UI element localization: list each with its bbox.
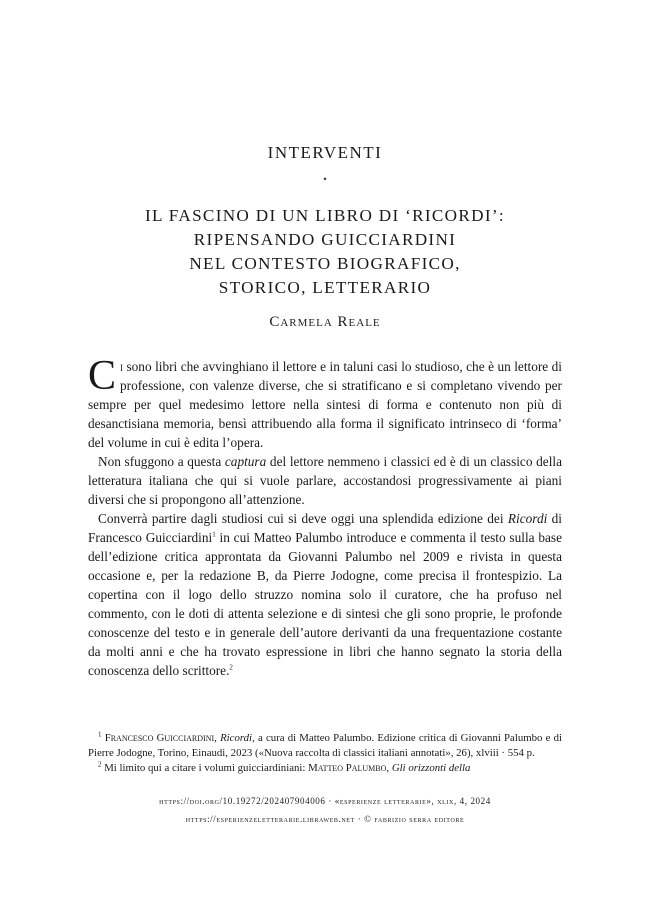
article-author: Carmela Reale bbox=[269, 314, 381, 330]
section-heading: INTERVENTI bbox=[267, 143, 383, 162]
footnote-ref-1[interactable]: 1 bbox=[212, 530, 216, 539]
title-line-2: RIPENSANDO GUICCIARDINI bbox=[193, 230, 457, 249]
footnote-1 bbox=[88, 731, 562, 761]
paragraph-3-text-b: di Francesco Guicciardini bbox=[88, 511, 562, 545]
paragraph-2-emphasis: captura bbox=[224, 454, 267, 469]
title-line-3: NEL CONTESTO BIOGRAFICO, bbox=[189, 254, 461, 273]
footnotes bbox=[88, 731, 562, 776]
footnote-1-sep: , bbox=[214, 732, 221, 744]
footnote-ref-2[interactable]: 2 bbox=[229, 663, 233, 672]
website-footer[interactable]: https://esperienzeletterarie.libraweb.net · © fabrizio serra editore bbox=[185, 814, 465, 824]
paragraph-2-text-a: Non sfuggono a questa bbox=[98, 454, 225, 469]
paragraph-3-text-c: in cui Matteo Palumbo introduce e commenta il testo sulla base dell’edizione critica approntata da Giovanni Palumbo nel 2009 e rivista in questa occasione e, per la redazione B, da Pierre Jodogne, come precisa il frontespizio. La copertina con il logo dello struzzo nomina solo il curatore, che ha profuso nel commento, con le doti di attenta selezione e di sintesi che gli sono proprie, le profonde conoscenze del testo e in generale dell’autore derivanti da una frequentazione costante da molti anni e che ha trovato espressione in libri che hanno segnato la storia della conoscenza dello scrittore. bbox=[88, 530, 562, 678]
footnote-2-work: Gli orizzonti della bbox=[391, 762, 471, 774]
article-body bbox=[88, 353, 562, 680]
article-title bbox=[0, 204, 650, 300]
footnote-2-author: Matteo Palumbo bbox=[308, 762, 387, 774]
paragraph-2-text-b: del lettore nemmeno i classici ed è di un classico della letteratura italiana che qui si vuole parlare, accostandosi progressivamente ai piani diversi che si propongono all’attenzione. bbox=[88, 454, 562, 507]
footnote-1-work: Ricordi bbox=[220, 732, 253, 744]
paragraph-1-text: sono libri che avvinghiano il lettore e in taluni casi lo studioso, che è un lettore di professione, con valenze diverse, che si stratificano e si completano vivendo per sempre per quel medesimo lettore nella sintesi di forma e contenuto non più di desanctisiana memoria, bensì attribuendo alla forma il significato intrinseco di ‘forma’ del volume in cui è edita l’opera. bbox=[88, 359, 562, 450]
paragraph-1 bbox=[88, 353, 562, 452]
footnote-1-text: , a cura di Matteo Palumbo. Edizione critica di Giovanni Palumbo e di Pierre Jodogne, Torino, Einaudi, 2023 («Nuova raccolta di classici italiani annotati», 26), xlviii · 554 p. bbox=[88, 732, 563, 759]
footnote-2-text: Mi limito qui a citare i volumi guicciardiniani: bbox=[101, 762, 309, 774]
footnote-2 bbox=[88, 761, 562, 776]
paragraph-1-lead: i bbox=[120, 359, 124, 374]
footnote-1-number: 1 bbox=[98, 730, 102, 739]
drop-cap: C bbox=[88, 353, 117, 399]
footnote-2-number: 2 bbox=[98, 760, 102, 769]
paragraph-3-emphasis: Ricordi bbox=[507, 511, 548, 526]
doi-footer[interactable]: https://doi.org/10.19272/202407904006 · «esperienze letterarie», xlix, 4, 2024 bbox=[159, 796, 491, 806]
title-line-1: IL FASCINO DI UN LIBRO DI ‘RICORDI’: bbox=[145, 206, 505, 225]
paragraph-3-text-a: Converrà partire dagli studiosi cui si deve oggi una splendida edizione dei bbox=[98, 511, 508, 526]
paragraph-3 bbox=[88, 509, 562, 680]
footnote-2-sep: , bbox=[386, 762, 392, 774]
title-line-4: STORICO, LETTERARIO bbox=[218, 278, 432, 297]
star-ornament-icon: ⋆ bbox=[321, 174, 329, 185]
footnote-1-author: Francesco Guicciardini bbox=[104, 732, 215, 744]
paragraph-2 bbox=[88, 452, 562, 509]
